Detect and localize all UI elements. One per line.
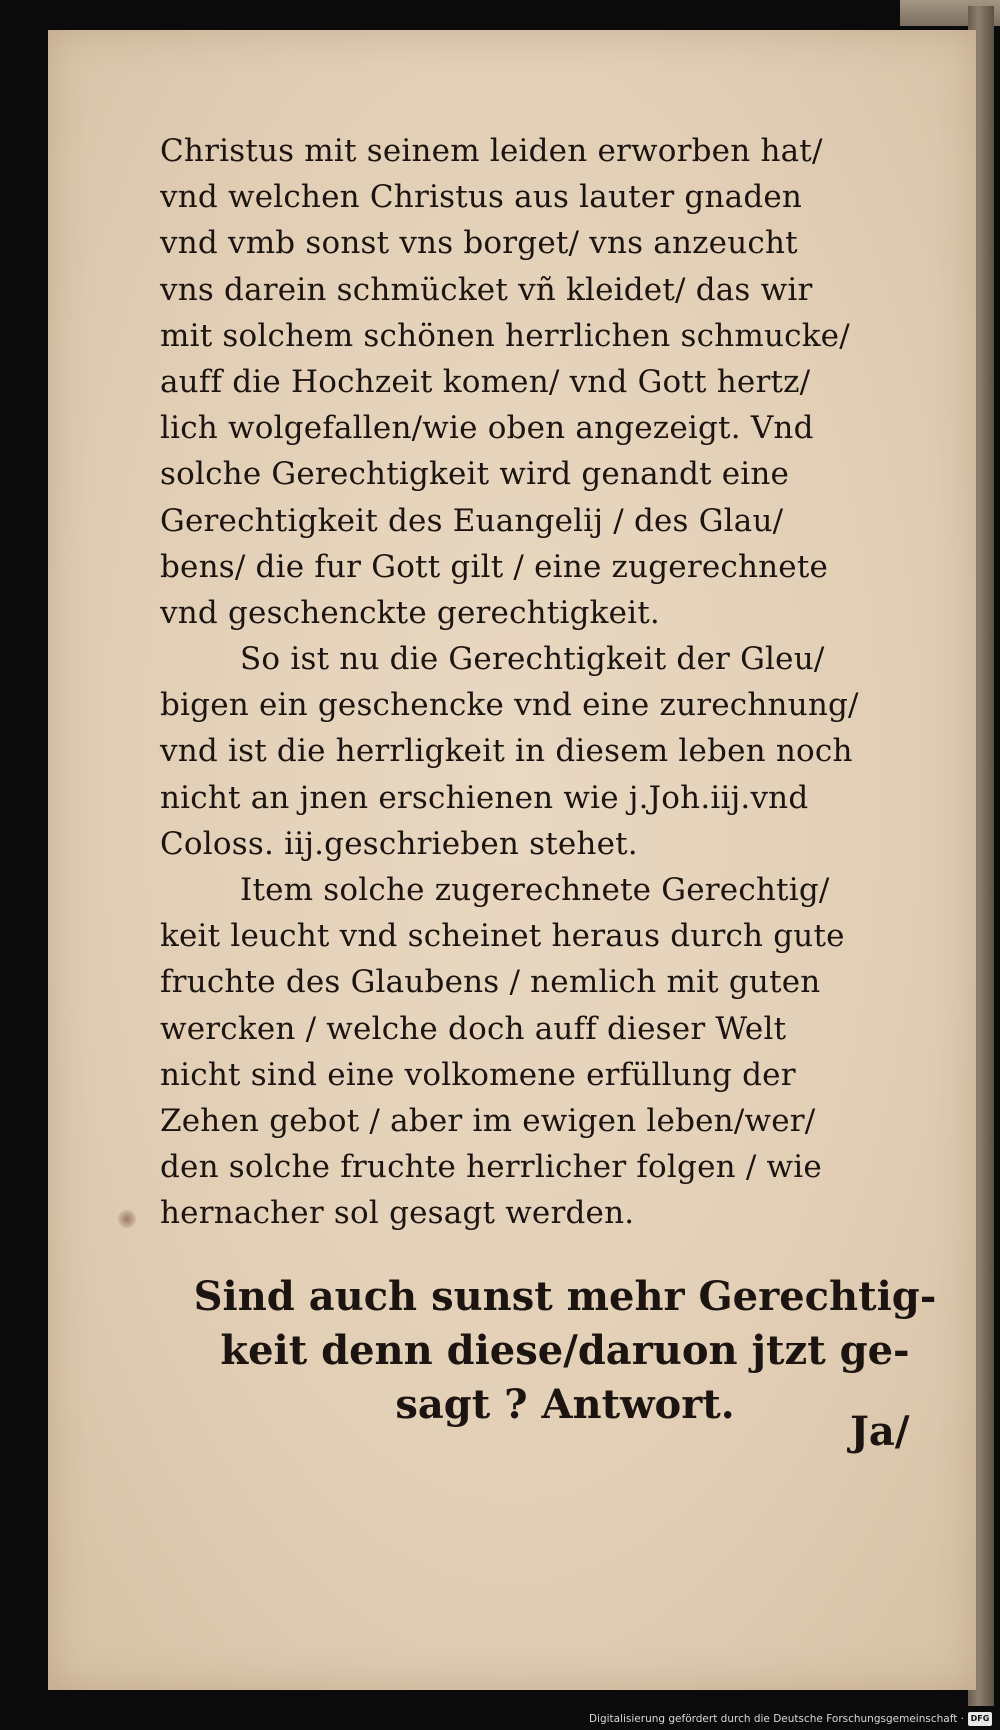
section-heading	[170, 1270, 960, 1432]
text-line: bigen ein geschencke vnd eine zurechnung/	[160, 687, 859, 724]
text-line: nicht sind eine volkomene erfüllung der	[160, 1056, 796, 1093]
heading-line: Sind auch sunst mehr Gerechtig-	[193, 1273, 937, 1320]
text-line: bens/ die fur Gott gilt / eine zugerechnete	[160, 548, 829, 585]
text-line: vns darein schmücket vñ kleidet/ das wir	[160, 271, 813, 308]
catchword: Ja/	[850, 1408, 910, 1455]
paragraph-start-line: So ist nu die Gerechtigkeit der Gleu/	[240, 641, 825, 678]
digitization-credit: Digitalisierung gefördert durch die Deutsche Forschungsgemeinschaft ·	[588, 1713, 964, 1725]
text-line: vnd ist die herrligkeit in diesem leben noch	[160, 733, 853, 770]
body-text	[160, 128, 960, 1237]
text-line: Coloss. iij.geschrieben stehet.	[160, 825, 638, 862]
text-line: Gerechtigkeit des Euangelij / des Glau/	[160, 502, 784, 539]
text-line: vnd geschenckte gerechtigkeit.	[160, 594, 660, 631]
paper-stain	[118, 1210, 136, 1228]
text-line: auff die Hochzeit komen/ vnd Gott hertz/	[160, 363, 811, 400]
text-line: vnd vmb sonst vns borget/ vns anzeucht	[160, 225, 798, 262]
text-line: den solche fruchte herrlicher folgen / wie	[160, 1149, 822, 1186]
text-line: nicht an jnen erschienen wie j.Joh.iij.vnd	[160, 779, 809, 816]
text-line: hernacher sol gesagt werden.	[160, 1195, 635, 1232]
text-line: Christus mit seinem leiden erworben hat/	[160, 133, 823, 169]
text-line: lich wolgefallen/wie oben angezeigt. Vnd	[160, 410, 814, 447]
heading-line: keit denn diese/daruon jtzt ge-	[220, 1327, 910, 1374]
dfg-logo: DFG	[968, 1712, 992, 1726]
text-line: wercken / welche doch auff dieser Welt	[160, 1010, 787, 1047]
text-line: keit leucht vnd scheinet heraus durch gute	[160, 918, 845, 955]
text-line: Zehen gebot / aber im ewigen leben/wer/	[160, 1102, 816, 1139]
paragraph-start-line: Item solche zugerechnete Gerechtig/	[240, 872, 830, 908]
text-line: fruchte des Glaubens / nemlich mit guten	[160, 964, 821, 1001]
text-line: solche Gerechtigkeit wird genandt eine	[160, 456, 790, 493]
text-line: vnd welchen Christus aus lauter gnaden	[160, 179, 803, 216]
text-line: mit solchem schönen herrlichen schmucke/	[160, 317, 850, 354]
heading-line: sagt ? Antwort.	[395, 1381, 735, 1428]
